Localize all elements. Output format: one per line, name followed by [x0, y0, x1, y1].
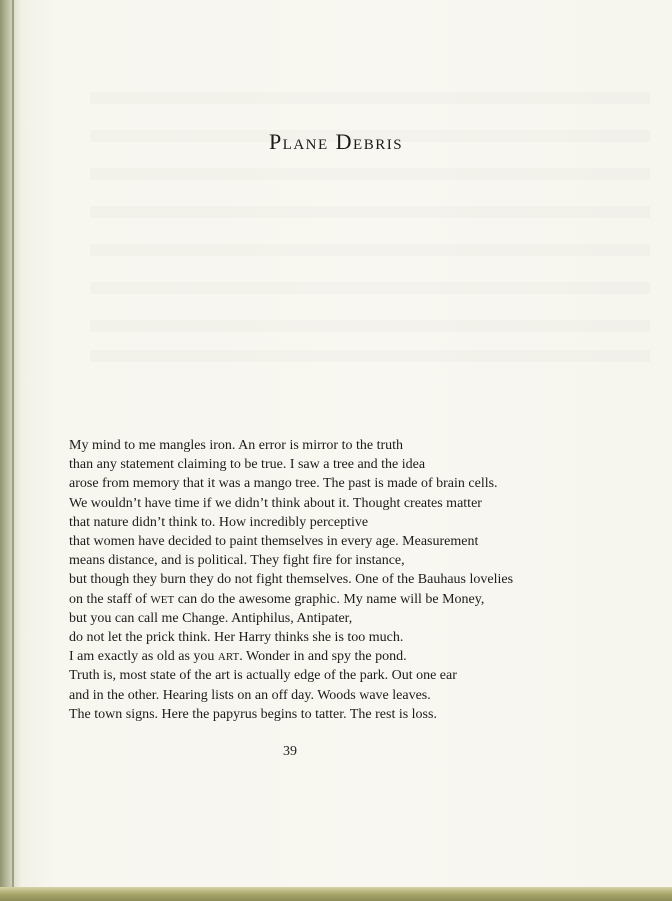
page-number: 39 [283, 744, 297, 759]
poem-text: means distance, and is political. They fight fire for instance, [69, 553, 405, 569]
poem-text: Truth is, most state of the art is actually edge of the park. Out one ear [69, 668, 457, 684]
poem-text: and in the other. Hearing lists on an off day. Woods wave leaves. [69, 687, 431, 703]
poem-text: can do the awesome graphic. My name will be Money, [174, 591, 485, 607]
poem-text: than any statement claiming to be true. I saw a tree and the idea [69, 457, 426, 473]
poem-text: . Wonder in and spy the pond. [239, 649, 407, 665]
small-caps-word: wet [150, 590, 175, 607]
poem-text: My mind to me mangles iron. An error is mirror to the truth [69, 438, 404, 453]
poem-text: but though they burn they do not fight themselves. One of the Bauhaus lovelies [69, 572, 514, 588]
show-through-band [90, 282, 650, 294]
poem-text: do not let the prick think. Her Harry thinks she is too much. [69, 630, 404, 646]
poem-line [69, 705, 629, 724]
poem-text: The town signs. Here the papyrus begins to tatter. The rest is loss. [69, 706, 437, 722]
poem-text: on the staff of [69, 591, 151, 607]
poem-body [69, 436, 629, 724]
show-through-band [90, 320, 650, 332]
poem-line [69, 686, 629, 705]
show-through-band [90, 206, 650, 218]
poem-line [69, 570, 629, 589]
poem-text: but you can call me Change. Antiphilus, Antipater, [69, 610, 353, 626]
poem-line [69, 628, 629, 647]
page-title: Plane Debris [268, 129, 404, 154]
poem-line [69, 474, 629, 493]
show-through-band [90, 244, 650, 256]
show-through-band [90, 92, 650, 104]
show-through-band [90, 350, 650, 362]
poem-text: We wouldn’t have time if we didn’t think about it. Thought creates matter [69, 495, 482, 511]
page-bottom-edge [0, 887, 672, 901]
poem-line [69, 647, 629, 666]
poem-line [69, 532, 629, 551]
poem-text: that nature didn’t think to. How incredibly perceptive [69, 514, 369, 530]
poem-text: I am exactly as old as you [69, 649, 218, 665]
small-caps-word: art [217, 648, 240, 665]
poem-line [69, 494, 629, 513]
poem-line [69, 455, 629, 474]
poem-line [69, 436, 629, 455]
poem-line [69, 551, 629, 570]
show-through-band [90, 168, 650, 180]
poem-text: that women have decided to paint themselves in every age. Measurement [69, 534, 479, 550]
poem-line [69, 609, 629, 628]
poem-line [69, 513, 629, 532]
poem-line [69, 590, 629, 609]
poem-line [69, 666, 629, 685]
poem-text: arose from memory that it was a mango tree. The past is made of brain cells. [69, 476, 498, 492]
